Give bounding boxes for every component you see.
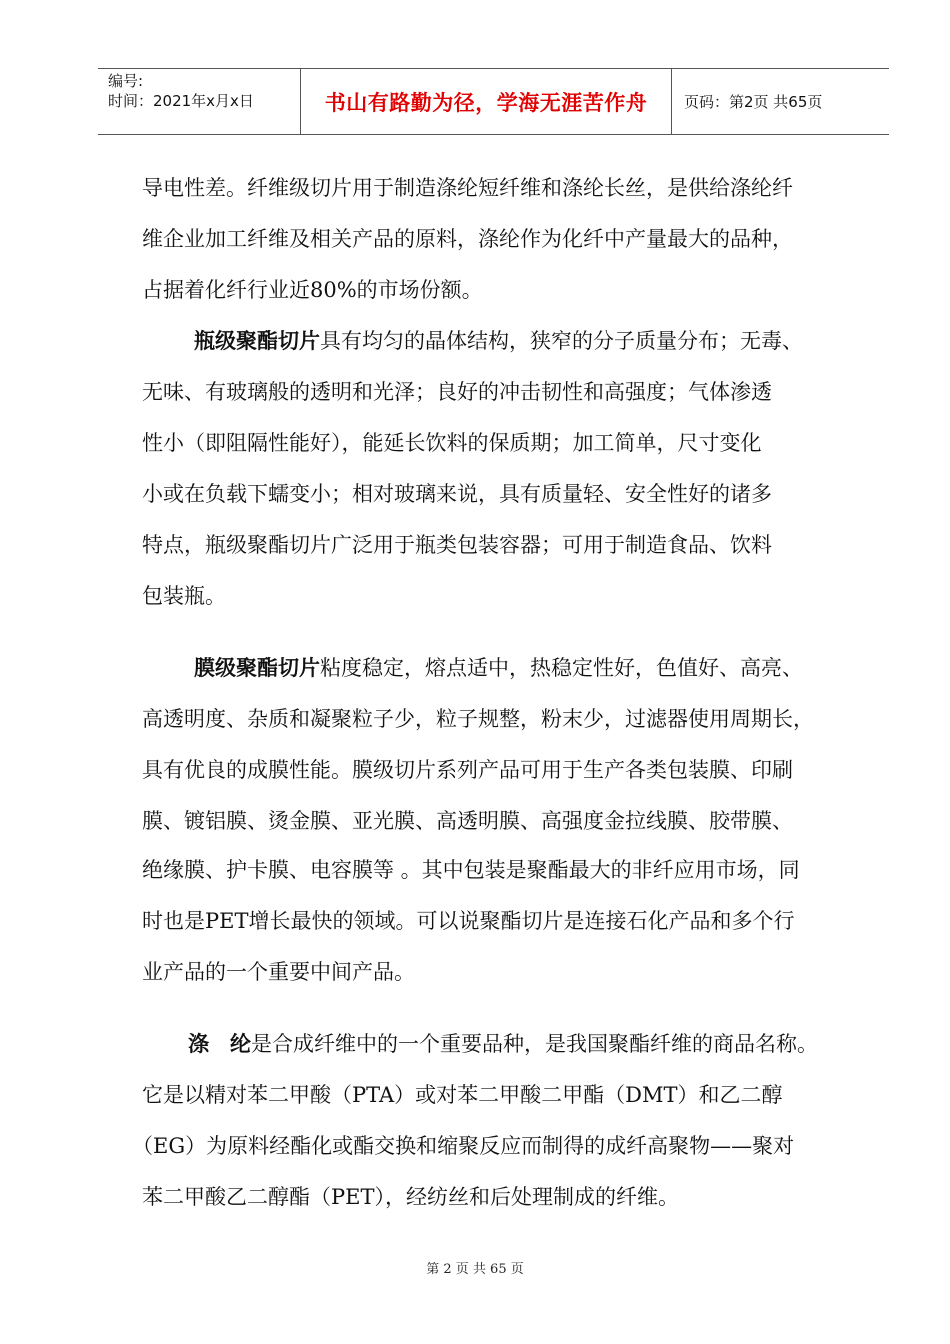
p3-line: 高透明度、杂质和凝聚粒子少，粒子规整，粉末少，过滤器使用周期长， [142, 707, 814, 731]
p4-line: 涤 纶是合成纤维中的一个重要品种，是我国聚酯纤维的商品名称。 [188, 1031, 818, 1056]
header-meta [98, 69, 300, 134]
header-page-label: 页码：第2页 共65页 [684, 93, 823, 111]
term-film-grade: 膜级聚酯切片 [194, 655, 320, 680]
p2-line: 特点，瓶级聚酯切片广泛用于瓶类包装容器；可用于制造食品、饮料 [142, 533, 772, 557]
p2-line: 瓶级聚酯切片具有均匀的晶体结构，狭窄的分子质量分布；无毒、 [194, 328, 803, 353]
p2-line: 性小（即阻隔性能好），能延长饮料的保质期；加工简单，尺寸变化 [142, 431, 762, 455]
p2-line: 无味、有玻璃般的透明和光泽；良好的冲击韧性和高强度；气体渗透 [142, 380, 772, 404]
p3-line: 绝缘膜、护卡膜、电容膜等 。其中包装是聚酯最大的非纤应用市场，同 [142, 858, 800, 882]
header-motto-cell [300, 69, 672, 134]
p3-line: 时也是PET增长最快的领域。可以说聚酯切片是连接石化产品和多个行 [142, 909, 795, 933]
header-page-cell [672, 69, 889, 134]
term-bottle-grade: 瓶级聚酯切片 [194, 328, 320, 353]
page-footer: 第 2 页 共 65 页 [426, 1262, 524, 1277]
p3-line: 膜级聚酯切片粘度稳定，熔点适中，热稳定性好，色值好、高亮、 [194, 655, 803, 680]
p1-line: 占据着化纤行业近80%的市场份额。 [142, 278, 483, 302]
doc-time-label: 时间：2021年x月x日 [108, 92, 254, 110]
p4-line: 它是以精对苯二甲酸（PTA）或对苯二甲酸二甲酯（DMT）和乙二醇 [142, 1083, 783, 1107]
p1-line: 维企业加工纤维及相关产品的原料，涤纶作为化纤中产量最大的品种， [142, 227, 793, 251]
p2-line: 小或在负载下蠕变小；相对玻璃来说，具有质量轻、安全性好的诸多 [142, 482, 772, 506]
p2-line: 包装瓶。 [142, 584, 226, 608]
p3-line: 具有优良的成膜性能。膜级切片系列产品可用于生产各类包装膜、印刷 [142, 758, 793, 782]
page-header [98, 68, 889, 135]
p3-line: 膜、镀铝膜、烫金膜、亚光膜、高透明膜、高强度金拉线膜、胶带膜、 [142, 809, 793, 833]
p4-line: （EG）为原料经酯化或酯交换和缩聚反应而制得的成纤高聚物——聚对 [132, 1134, 795, 1158]
p3-line: 业产品的一个重要中间产品。 [142, 960, 415, 984]
doc-number-label: 编号: [108, 72, 144, 90]
header-motto: 书山有路勤为径，学海无涯苦作舟 [324, 90, 648, 115]
p4-line: 苯二甲酸乙二醇酯（PET），经纺丝和后处理制成的纤维。 [142, 1185, 679, 1209]
term-polyester: 涤 纶 [188, 1031, 251, 1056]
p1-line: 导电性差。纤维级切片用于制造涤纶短纤维和涤纶长丝，是供给涤纶纤 [142, 176, 793, 200]
